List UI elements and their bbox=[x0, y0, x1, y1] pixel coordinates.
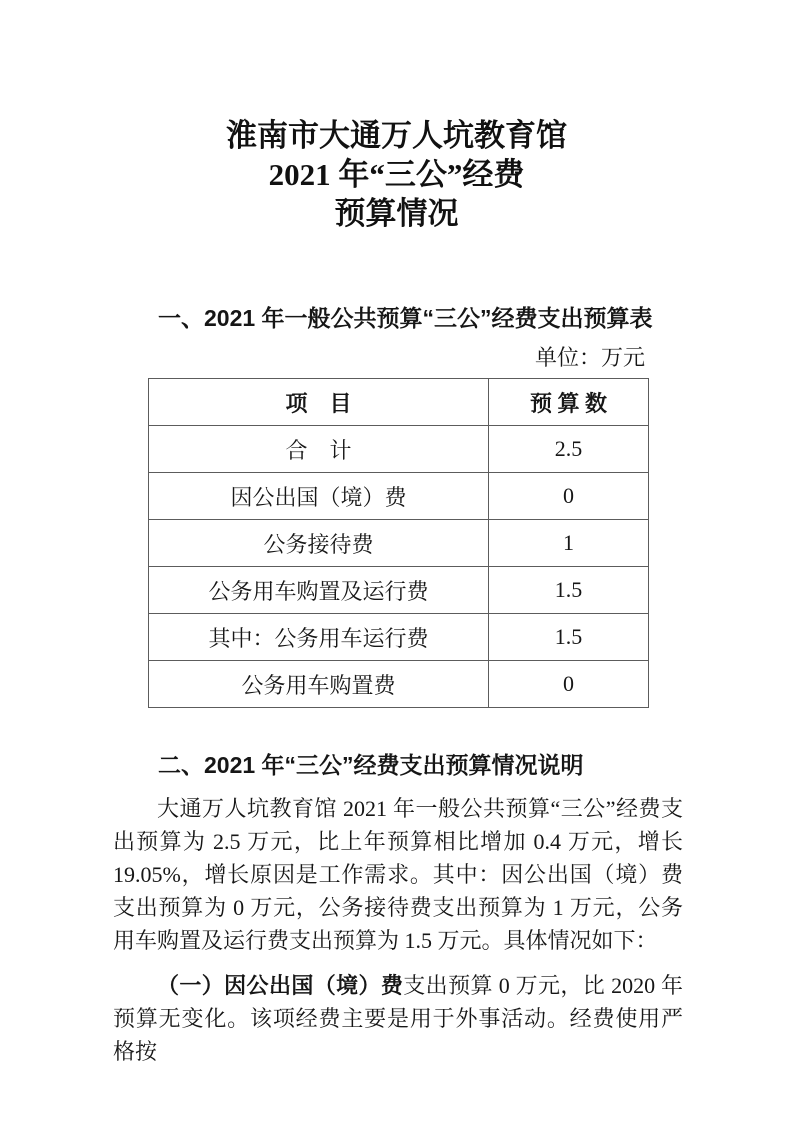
item-cell: 其中：公务用车运行费 bbox=[149, 614, 489, 661]
table-row-vehicle-operation bbox=[149, 614, 649, 661]
paragraph-item1 bbox=[113, 969, 683, 1068]
item-cell: 因公出国（境）费 bbox=[149, 473, 489, 520]
table-header-budget: 预 算 数 bbox=[489, 379, 649, 426]
table-row-vehicle-purchase bbox=[149, 661, 649, 708]
item-cell: 公务用车购置及运行费 bbox=[149, 567, 489, 614]
value-cell: 0 bbox=[489, 473, 649, 520]
paragraph-overview: 大通万人坑教育馆 2021 年一般公共预算“三公”经费支出预算为 2.5 万元，比上年预算相比增加 0.4 万元，增长 19.05%，增长原因是工作需求。其中：因公出国（境）费支出预算为 0 万元，公务接待费支出预算为 1 万元，公务用车购置及运行费支出预算为 1.5 万元。具体情况如下： bbox=[113, 796, 683, 953]
table-row-abroad bbox=[149, 473, 649, 520]
paragraph-item1-lead: （一）因公出国（境）费 bbox=[157, 973, 404, 998]
value-cell: 1.5 bbox=[489, 567, 649, 614]
document-title-line-1: 淮南市大通万人坑教育馆 bbox=[226, 118, 567, 153]
table-unit-note: 单位：万元 bbox=[534, 345, 645, 370]
table-row-reception bbox=[149, 520, 649, 567]
item-cell: 合 计 bbox=[149, 426, 489, 473]
table-header-row bbox=[149, 379, 649, 426]
value-cell: 0 bbox=[489, 661, 649, 708]
section1-heading: 一、2021 年一般公共预算“三公”经费支出预算表 bbox=[158, 305, 653, 331]
document-title-line-2: 2021 年“三公”经费 bbox=[268, 157, 525, 192]
paragraph-item1-body: 支出预算 0 万元，比 2020 年预算无变化。该项经费主要是用于外事活动。经费使用严格按 bbox=[113, 973, 683, 1064]
table-row-total bbox=[149, 426, 649, 473]
document-title bbox=[0, 0, 793, 233]
value-cell: 2.5 bbox=[489, 426, 649, 473]
section2-heading: 二、2021 年“三公”经费支出预算情况说明 bbox=[158, 752, 584, 778]
table-header-item: 项 目 bbox=[149, 379, 489, 426]
table-row-vehicle-total bbox=[149, 567, 649, 614]
document-title-line-3: 预算情况 bbox=[334, 196, 459, 231]
item-cell: 公务接待费 bbox=[149, 520, 489, 567]
value-cell: 1 bbox=[489, 520, 649, 567]
budget-table bbox=[148, 378, 649, 708]
item-cell: 公务用车购置费 bbox=[149, 661, 489, 708]
value-cell: 1.5 bbox=[489, 614, 649, 661]
